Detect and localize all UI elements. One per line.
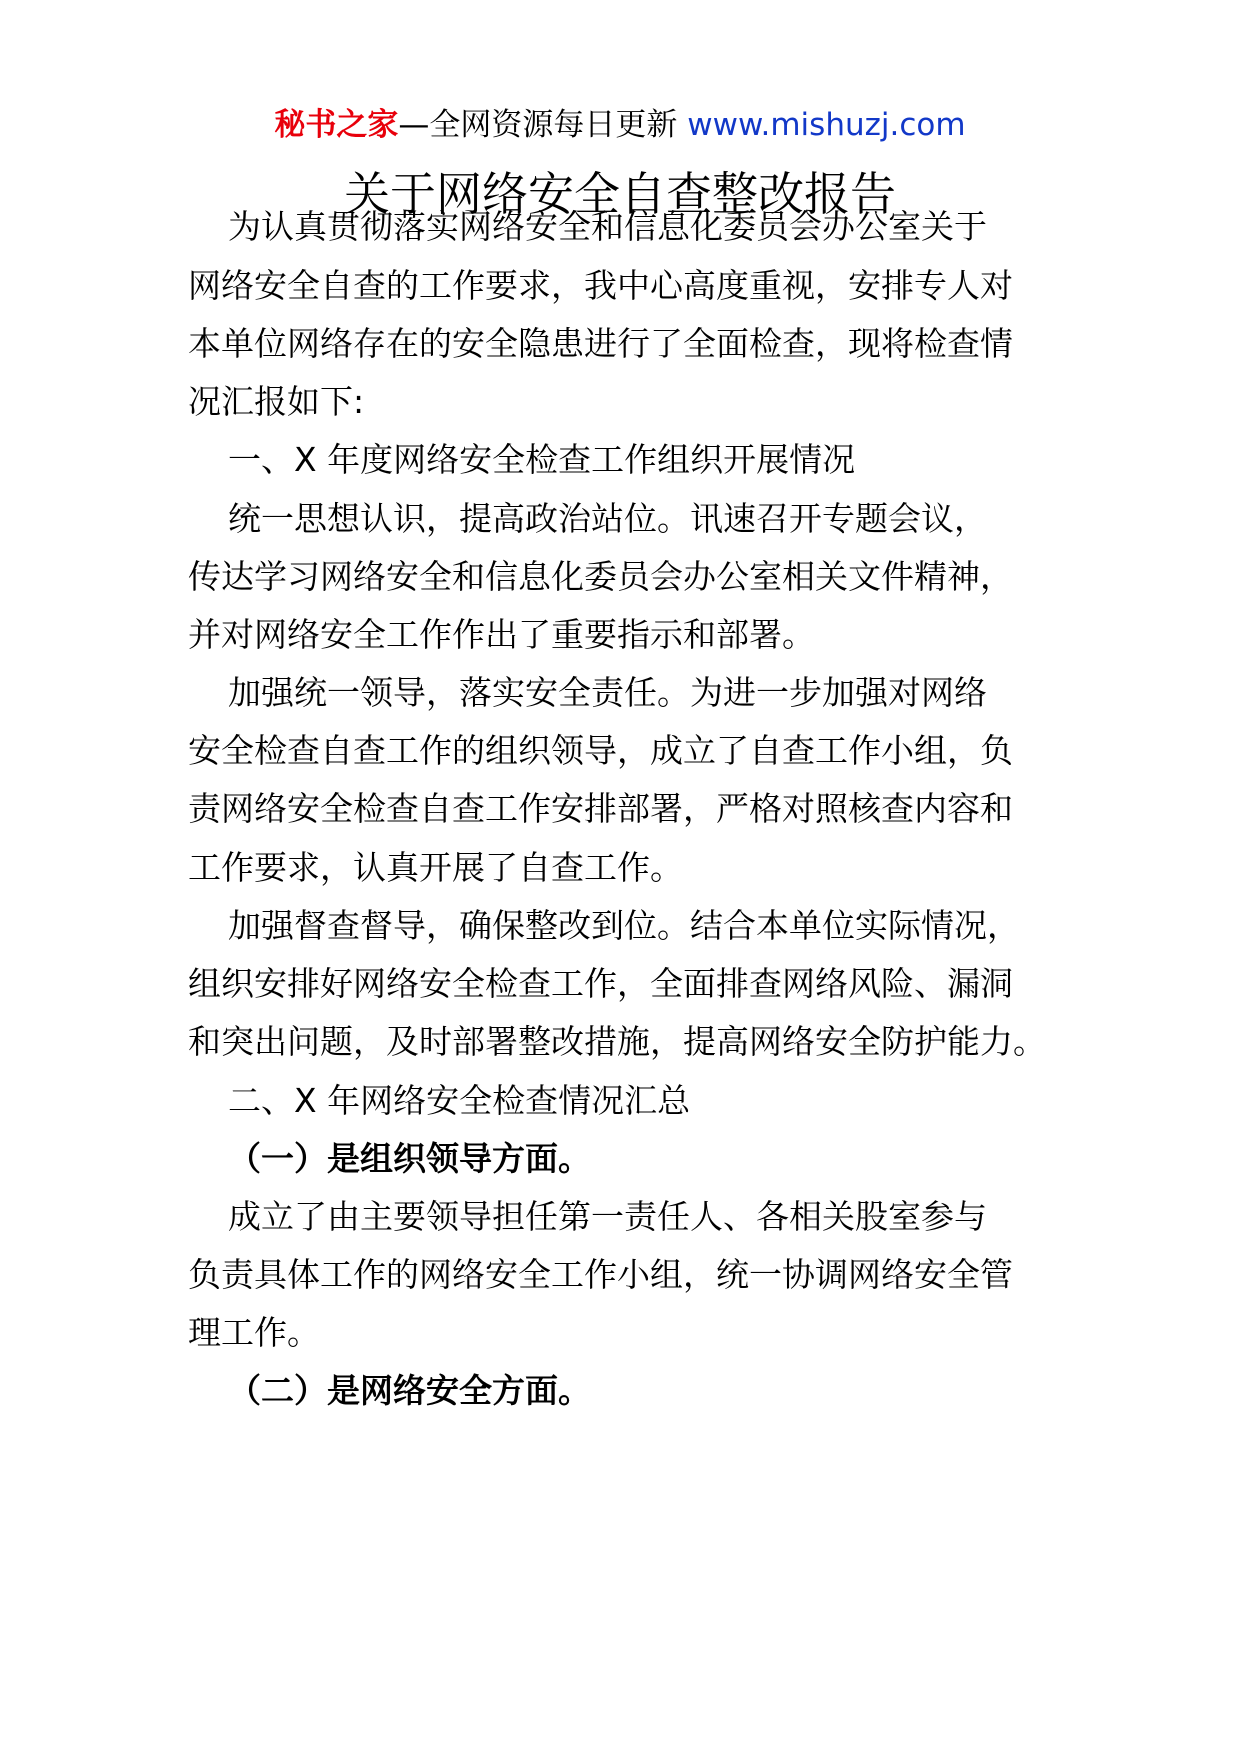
paragraph-line: 加强统一领导，落实安全责任。为进一步加强对网络 xyxy=(228,673,987,712)
site-header xyxy=(0,103,1240,147)
paragraph-line: 传达学习网络安全和信息化委员会办公室相关文件精神， xyxy=(188,557,1013,596)
paragraph-line: 加强督查督导，确保整改到位。结合本单位实际情况， xyxy=(228,906,1020,945)
subsection-heading: （一）是组织领导方面。 xyxy=(228,1139,591,1178)
paragraph-line: 网络安全自查的工作要求，我中心高度重视，安排专人对 xyxy=(188,266,1013,305)
paragraph-line: 安全检查自查工作的组织领导，成立了自查工作小组，负 xyxy=(188,731,1013,770)
paragraph-line: 责网络安全检查自查工作安排部署，严格对照核查内容和 xyxy=(188,789,1013,828)
site-url: www.mishuzj.com xyxy=(687,107,966,143)
paragraph-line: 并对网络安全工作作出了重要指示和部署。 xyxy=(188,615,815,654)
brand-name: 秘书之家 xyxy=(274,107,399,143)
paragraph-line: 况汇报如下: xyxy=(188,382,365,421)
document-title: 关于网络安全自查整改报告 xyxy=(344,167,896,221)
section-heading: 二、X 年网络安全检查情况汇总 xyxy=(228,1081,691,1120)
subsection-heading: （二）是网络安全方面。 xyxy=(228,1371,591,1410)
paragraph-line: 本单位网络存在的安全隐患进行了全面检查，现将检查情 xyxy=(188,324,1013,363)
paragraph-line: 理工作。 xyxy=(188,1313,320,1352)
section-heading: 一、X 年度网络安全检查工作组织开展情况 xyxy=(228,440,856,479)
paragraph-line: 成立了由主要领导担任第一责任人、各相关股室参与 xyxy=(228,1197,987,1236)
paragraph-line: 和突出问题，及时部署整改措施，提高网络安全防护能力。 xyxy=(188,1022,1046,1061)
paragraph-line: 统一思想认识，提高政治站位。讯速召开专题会议， xyxy=(228,499,987,538)
paragraph-line: 为认真贯彻落实网络安全和信息化委员会办公室关于 xyxy=(228,207,987,246)
paragraph-line: 负责具体工作的网络安全工作小组，统一协调网络安全管 xyxy=(188,1255,1013,1294)
header-slogan: —全网资源每日更新 xyxy=(398,107,678,143)
paragraph-line: 组织安排好网络安全检查工作，全面排查网络风险、漏洞 xyxy=(188,964,1013,1003)
paragraph-line: 工作要求，认真开展了自查工作。 xyxy=(188,848,683,887)
